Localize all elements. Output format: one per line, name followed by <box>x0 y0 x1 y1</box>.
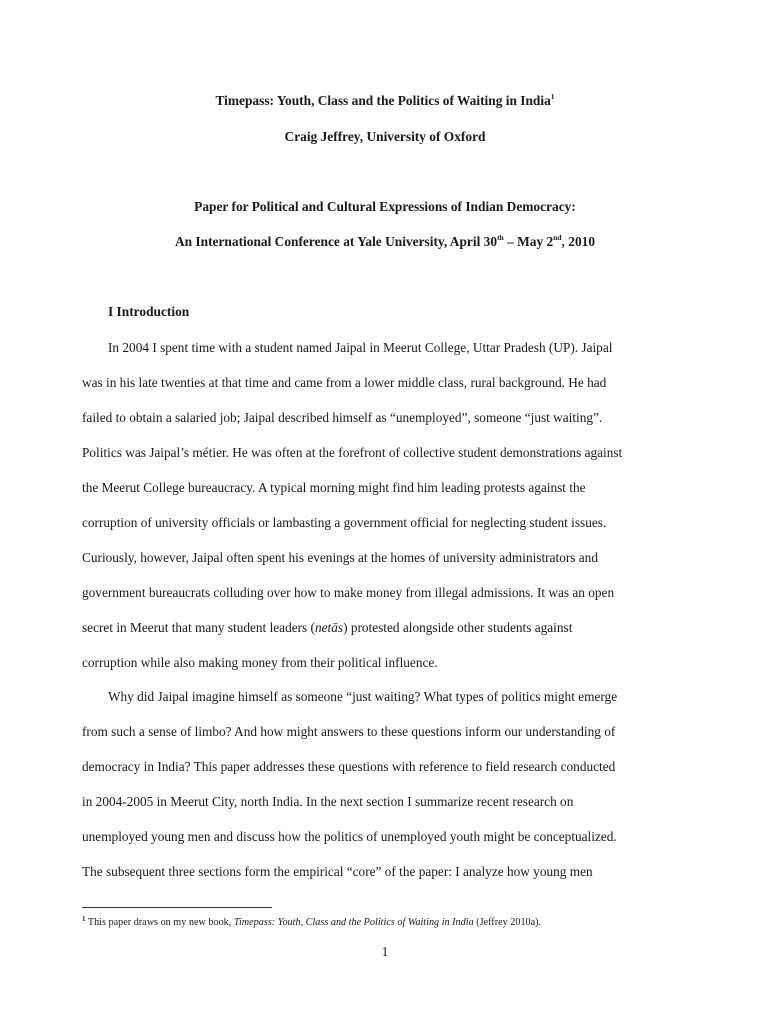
body-line: the Meerut College bureaucracy. A typical morning might find him leading protests against the <box>82 480 586 495</box>
body-line: government bureaucrats colluding over how to make money from illegal admissions. It was an open <box>82 585 615 600</box>
footnote-mark: 1 <box>82 915 86 923</box>
body-line: Curiously, however, Jaipal often spent his evenings at the homes of university administrators and <box>82 550 598 565</box>
body-line-text: ) protested alongside other students against <box>343 620 573 635</box>
paper-title-text: Timepass: Youth, Class and the Politics of Waiting in India <box>215 93 551 108</box>
conference-sup-1: th <box>497 233 504 242</box>
italic-term: netās <box>314 620 344 635</box>
body-line: In 2004 I spent time with a student named Jaipal in Meerut College, Uttar Pradesh (UP). Jaipal <box>108 340 613 355</box>
paper-title <box>0 93 770 109</box>
conference-text-b: – May 2 <box>503 234 554 249</box>
footnote-book-title: Timepass: Youth, Class and the Politics of Waiting in India <box>233 917 474 928</box>
body-line: corruption of university officials or lambasting a government official for neglecting student issues. <box>82 515 607 530</box>
title-footnote-mark[interactable]: 1 <box>550 92 555 101</box>
body-line: The subsequent three sections form the empirical “core” of the paper: I analyze how young men <box>82 864 593 879</box>
footnote-divider <box>82 907 272 908</box>
body-line: Politics was Jaipal’s métier. He was often at the forefront of collective student demonstrations against <box>82 445 623 460</box>
conference-sup-2: nd <box>553 233 562 242</box>
footnote <box>82 917 541 928</box>
body-line: in 2004-2005 in Meerut City, north India. In the next section I summarize recent research on <box>82 794 574 809</box>
conference-line-2 <box>0 234 770 250</box>
body-line <box>82 620 572 636</box>
body-line: was in his late twenties at that time and came from a lower middle class, rural background. He had <box>82 375 607 390</box>
body-line: from such a sense of limbo? And how might answers to these questions inform our understanding of <box>82 724 616 739</box>
body-line: failed to obtain a salaried job; Jaipal described himself as “unemployed”, someone “just waiting”. <box>82 410 603 425</box>
body-line: Why did Jaipal imagine himself as someone “just waiting? What types of politics might emerge <box>108 689 618 704</box>
section-heading: I Introduction <box>108 304 190 319</box>
body-line: unemployed young men and discuss how the politics of unemployed youth might be conceptualized. <box>82 829 617 844</box>
author-line: Craig Jeffrey, University of Oxford <box>284 129 486 144</box>
body-line-text: secret in Meerut that many student leaders ( <box>82 620 315 635</box>
conference-text-c: , 2010 <box>561 234 596 249</box>
body-line: democracy in India? This paper addresses these questions with reference to field research conducted <box>82 759 616 774</box>
footnote-text-a: This paper draws on my new book, <box>85 917 234 928</box>
body-line: corruption while also making money from their political influence. <box>82 655 438 670</box>
footnote-text-b: (Jeffrey 2010a). <box>473 917 542 928</box>
conference-text-a: An International Conference at Yale University, April 30 <box>174 234 498 249</box>
page-number: 1 <box>381 944 389 959</box>
conference-line-1: Paper for Political and Cultural Expressions of Indian Democracy: <box>194 199 576 214</box>
